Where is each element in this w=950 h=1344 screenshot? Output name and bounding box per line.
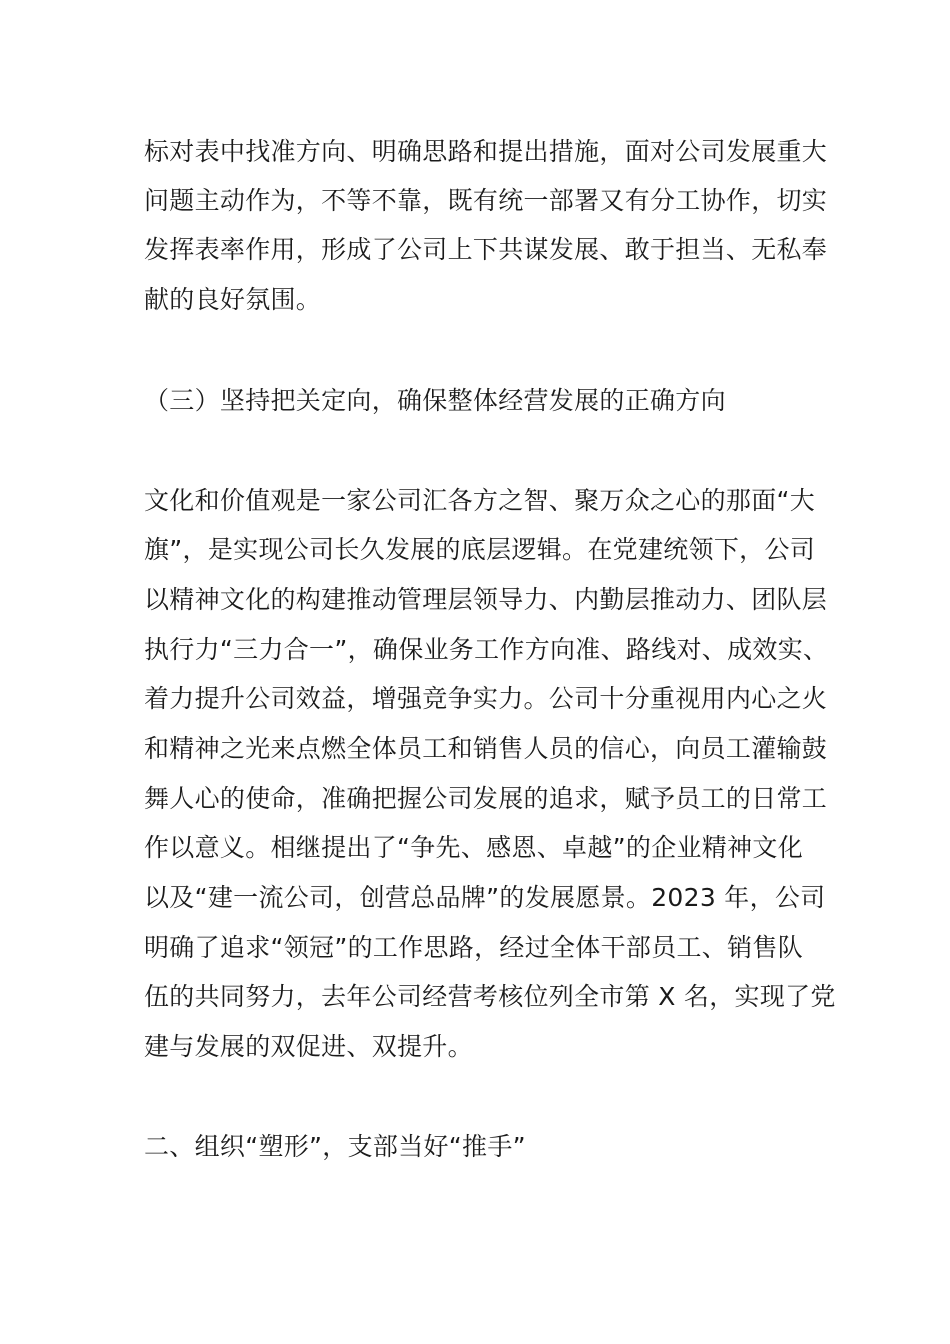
paragraph-line: 执行力“三力合一”，确保业务工作方向准、路线对、成效实、	[144, 635, 829, 664]
paragraph-line: 文化和价值观是一家公司汇各方之智、聚万众之心的那面“大	[144, 486, 816, 515]
paragraph-line: 舞人心的使命，准确把握公司发展的追求，赋予员工的日常工	[144, 784, 828, 813]
paragraph-line: 以及“建一流公司，创营总品牌”的发展愿景。2023 年，公司	[144, 883, 826, 912]
paragraph-line: 以精神文化的构建推动管理层领导力、内勤层推动力、团队层	[144, 585, 828, 614]
paragraph-line: 着力提升公司效益，增强竞争实力。公司十分重视用内心之火	[144, 684, 828, 713]
section-heading: 二、组织“塑形”，支部当好“推手”	[144, 1132, 526, 1161]
paragraph-line: 发挥表率作用，形成了公司上下共谋发展、敢于担当、无私奉	[144, 235, 828, 264]
paragraph-line: 建与发展的双促进、双提升。	[144, 1032, 473, 1061]
paragraph-line: 作以意义。相继提出了“争先、感恩、卓越”的企业精神文化	[144, 833, 804, 862]
paragraph-line: 问题主动作为，不等不靠，既有统一部署又有分工协作，切实	[144, 186, 828, 215]
paragraph-line: 旗”，是实现公司长久发展的底层逻辑。在党建统领下，公司	[144, 535, 816, 564]
paragraph-line: 和精神之光来点燃全体员工和销售人员的信心，向员工灌输鼓	[144, 734, 828, 763]
paragraph-line: 明确了追求“领冠”的工作思路，经过全体干部员工、销售队	[144, 933, 804, 962]
subheading: （三）坚持把关定向，确保整体经营发展的正确方向	[144, 386, 726, 415]
paragraph-line: 伍的共同努力，去年公司经营考核位列全市第 X 名，实现了党	[144, 982, 836, 1011]
paragraph-line: 标对表中找准方向、明确思路和提出措施，面对公司发展重大	[144, 137, 828, 166]
paragraph-line: 献的良好氛围。	[144, 285, 322, 314]
